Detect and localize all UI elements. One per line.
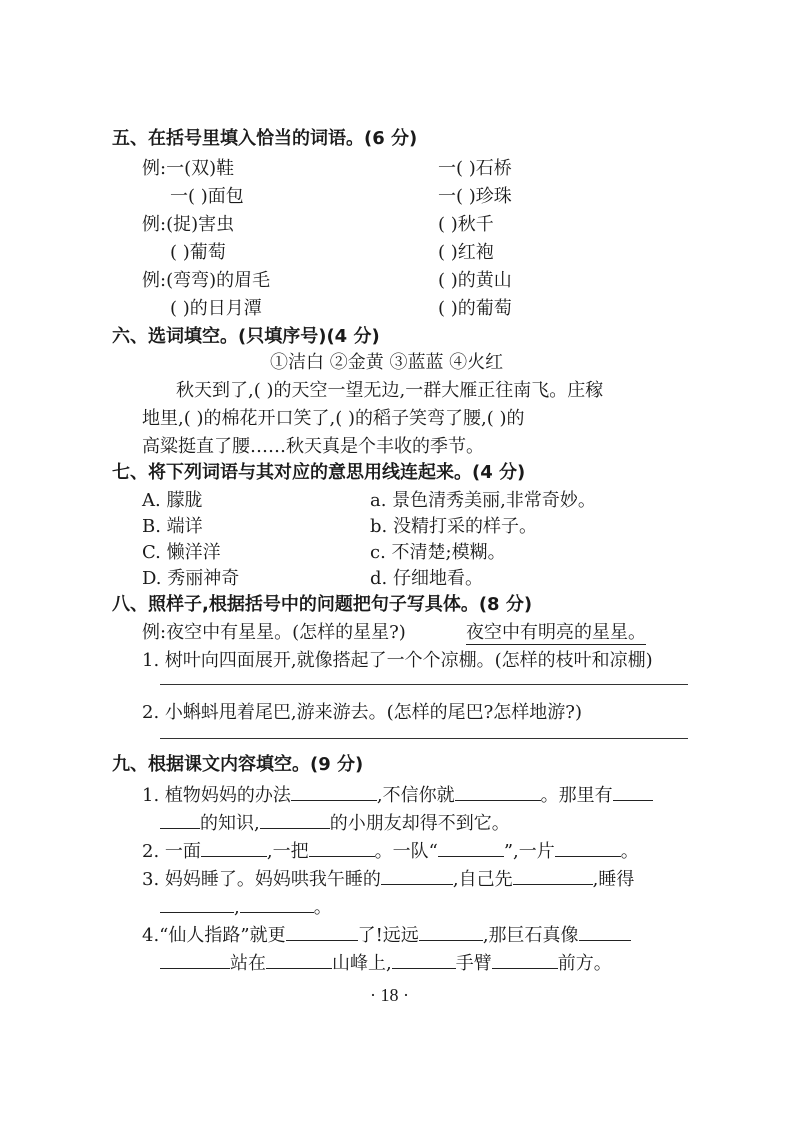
s9-q1-text-e: 的小朋友却得不到它。 <box>329 813 510 834</box>
s8-answer-line-1[interactable] <box>160 684 688 685</box>
s7-meaning-a[interactable]: a. 景色清秀美丽,非常奇妙。 <box>370 490 596 511</box>
s5-row6-right: ( )的葡萄 <box>438 298 512 319</box>
s9-q3-blank-1[interactable] <box>381 866 453 885</box>
s7-meaning-c[interactable]: c. 不清楚;模糊。 <box>370 542 506 563</box>
s9-q4-text-b: 了!远远 <box>357 925 419 946</box>
s9-q4-blank-6[interactable] <box>492 950 558 969</box>
s9-q2-blank-1[interactable] <box>201 838 267 857</box>
s8-question-2: 2. 小蝌蚪甩着尾巴,游来游去。(怎样的尾巴?怎样地游?) <box>142 702 582 723</box>
s9-q2-line <box>142 838 639 863</box>
s5-row4-right: ( )红袍 <box>438 242 494 263</box>
s5-row4-left: ( )葡萄 <box>170 242 226 263</box>
s9-q1-blank-1[interactable] <box>291 782 377 801</box>
s9-q2-blank-2[interactable] <box>309 838 375 857</box>
s9-q1-line1 <box>142 782 653 807</box>
s6-word-options: ①洁白 ②金黄 ③蓝蓝 ④火红 <box>270 352 504 373</box>
s9-q1-line2 <box>160 810 510 835</box>
s9-q3-text-a: 3. 妈妈睡了。妈妈哄我午睡的 <box>142 869 381 890</box>
s9-q1-text-a: 1. 植物妈妈的办法 <box>142 785 291 806</box>
s6-passage-line1: 秋天到了,( )的天空一望无边,一群大雁正往南飞。庄稼 <box>176 380 604 401</box>
s5-row3-right: ( )秋千 <box>438 214 494 235</box>
s9-q2-blank-3[interactable] <box>438 838 504 857</box>
section-5-title: 五、在括号里填入恰当的词语。(6 分) <box>112 128 418 149</box>
s9-q1-blank-3b[interactable] <box>160 810 200 829</box>
s8-example-answer: 夜空中有明亮的星星。 <box>466 622 646 643</box>
s9-q2-blank-4[interactable] <box>555 838 621 857</box>
s9-q4-text-f: 手臂 <box>455 953 492 974</box>
s9-q3-line1 <box>142 866 634 891</box>
s9-q4-text-e: 山峰上, <box>332 953 392 974</box>
s9-q3-text-e: 。 <box>313 897 332 918</box>
s9-q3-text-d: , <box>234 897 240 918</box>
s5-row6-left: ( )的日月潭 <box>170 298 262 319</box>
section-6-title: 六、选词填空。(只填序号)(4 分) <box>112 326 380 347</box>
s9-q1-blank-4[interactable] <box>260 810 330 829</box>
s9-q4-text-d: 站在 <box>230 953 266 974</box>
s7-word-c[interactable]: C. 懒洋洋 <box>142 542 221 563</box>
s9-q1-blank-3a[interactable] <box>613 782 653 801</box>
s9-q2-text-c: 。一队“ <box>374 841 438 862</box>
s5-row1-left: 例:一(双)鞋 <box>142 158 235 179</box>
s9-q2-text-e: 。 <box>620 841 639 862</box>
s9-q4-text-g: 前方。 <box>557 953 612 974</box>
s9-q3-line2 <box>160 894 332 919</box>
s9-q4-blank-1[interactable] <box>286 922 358 941</box>
s6-passage-line2: 地里,( )的棉花开口笑了,( )的稻子笑弯了腰,( )的 <box>142 408 525 429</box>
section-9-title: 九、根据课文内容填空。(9 分) <box>112 754 364 775</box>
s9-q4-line1 <box>142 922 631 947</box>
s9-q4-blank-3b[interactable] <box>160 950 230 969</box>
s5-row1-right: 一( )石桥 <box>438 158 512 179</box>
s9-q1-text-d: 的知识, <box>200 813 260 834</box>
s9-q1-text-c: 。那里有 <box>540 785 613 806</box>
s9-q3-blank-4[interactable] <box>240 894 314 913</box>
s9-q4-blank-3a[interactable] <box>579 922 631 941</box>
s9-q4-blank-5[interactable] <box>392 950 456 969</box>
s5-row3-left: 例:(捉)害虫 <box>142 214 235 235</box>
s9-q2-text-a: 2. 一面 <box>142 841 201 862</box>
s5-row5-left: 例:(弯弯)的眉毛 <box>142 270 271 291</box>
s9-q2-text-d: ”,一片 <box>503 841 555 862</box>
section-7-title: 七、将下列词语与其对应的意思用线连起来。(4 分) <box>112 462 526 483</box>
s6-passage-line3: 高粱挺直了腰……秋天真是个丰收的季节。 <box>142 436 484 457</box>
s9-q4-text-a: 4.“仙人指路”就更 <box>142 925 286 946</box>
s9-q2-text-b: ,一把 <box>266 841 309 862</box>
page-number: · 18 · <box>370 985 409 1005</box>
s9-q4-text-c: ,那巨石真像 <box>482 925 579 946</box>
s7-word-d[interactable]: D. 秀丽神奇 <box>142 568 240 589</box>
s8-question-1: 1. 树叶向四面展开,就像搭起了一个个凉棚。(怎样的枝叶和凉棚) <box>142 650 653 671</box>
s9-q1-blank-2[interactable] <box>455 782 541 801</box>
s9-q4-line2 <box>160 950 612 975</box>
s7-word-b[interactable]: B. 端详 <box>142 516 203 537</box>
s9-q4-blank-4[interactable] <box>266 950 332 969</box>
s9-q3-text-b: ,自己先 <box>452 869 513 890</box>
s7-meaning-b[interactable]: b. 没精打采的样子。 <box>370 516 537 537</box>
s7-word-a[interactable]: A. 朦胧 <box>142 490 203 511</box>
s8-answer-line-2[interactable] <box>160 738 688 739</box>
s8-example-question: 例:夜空中有星星。(怎样的星星?) <box>142 622 406 643</box>
s9-q3-blank-3[interactable] <box>160 894 234 913</box>
s7-meaning-d[interactable]: d. 仔细地看。 <box>370 568 483 589</box>
s5-row5-right: ( )的黄山 <box>438 270 512 291</box>
s9-q1-text-b: ,不信你就 <box>376 785 455 806</box>
s5-row2-right: 一( )珍珠 <box>438 186 512 207</box>
s9-q3-blank-2[interactable] <box>513 866 593 885</box>
section-8-title: 八、照样子,根据括号中的问题把句子写具体。(8 分) <box>112 594 533 615</box>
s9-q3-text-c: ,睡得 <box>592 869 635 890</box>
s9-q4-blank-2[interactable] <box>419 922 483 941</box>
s5-row2-left: 一( )面包 <box>170 186 244 207</box>
